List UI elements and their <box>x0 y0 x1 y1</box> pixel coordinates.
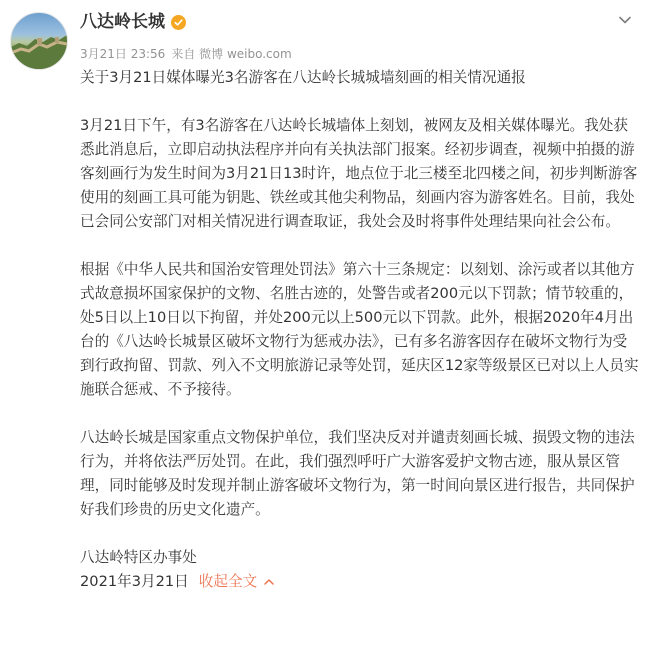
collapse-button[interactable] <box>199 570 275 594</box>
post-title: 关于3月21日媒体曝光3名游客在八达岭长城城墙刻画的相关情况通报 <box>80 69 526 86</box>
chevron-down-icon <box>617 12 633 28</box>
post-paragraph-2: 根据《中华人民共和国治安管理处罚法》第六十三条规定：以刻划、涂污或者以其他方式故意损坏国家保护的文物、名胜古迹的，处警告或者200元以下罚款；情节较重的，处5日以上10日以下拘留，并处200元以上500元以下罚款。此外，根据2020年4月出台的《八达岭长城景区破坏文物行为惩戒办法》，已有多名游客因存在破坏文物行为受到行政拘留、罚款、列入不文明旅游记录等处罚，延庆区12家等级景区已对以上人员实施联合惩戒、不予接待。 <box>80 261 639 398</box>
collapse-label: 收起全文 <box>198 573 258 590</box>
more-menu-button[interactable] <box>617 12 633 28</box>
post-footer <box>80 570 640 594</box>
avatar[interactable] <box>10 12 68 70</box>
verified-badge-icon <box>171 15 186 30</box>
username[interactable]: 八达岭长城 <box>80 12 165 32</box>
post-source: 来自 微博 weibo.com <box>171 47 292 61</box>
post-content <box>80 66 640 594</box>
post-paragraph-1: 3月21日下午，有3名游客在八达岭长城墙体上刻划，被网友及相关媒体曝光。我处获悉此消息后，立即启动执法程序并向有关执法部门报案。经初步调查，视频中拍摄的游客刻画行为发生时间为3月21日13时许，地点位于北三楼至北四楼之间，初步判断游客使用的刻画工具可能为钥匙、铁丝或其他尖利物品，刻画内容为游客姓名。目前，我处已会同公安部门对相关情况进行调查取证，我处会及时将事件处理结果向社会公布。 <box>80 117 638 230</box>
post-meta <box>80 45 292 63</box>
post-date: 2021年3月21日 <box>80 573 189 590</box>
post-time[interactable]: 3月21日 23:56 <box>80 47 166 61</box>
user-header <box>80 10 186 34</box>
great-wall-avatar-icon <box>11 13 67 69</box>
chevron-up-icon <box>263 576 275 588</box>
post-paragraph-3: 八达岭长城是国家重点文物保护单位，我们坚决反对并谴责刻画长城、损毁文物的违法行为，并将依法严厉处罚。在此，我们强烈呼吁广大游客爱护文物古迹，服从景区管理，同时能够及时发现并制止游客破坏文物行为，第一时间向景区进行报告，共同保护好我们珍贵的历史文化遗产。 <box>80 429 635 518</box>
post-signature: 八达岭特区办事处 <box>80 549 197 566</box>
